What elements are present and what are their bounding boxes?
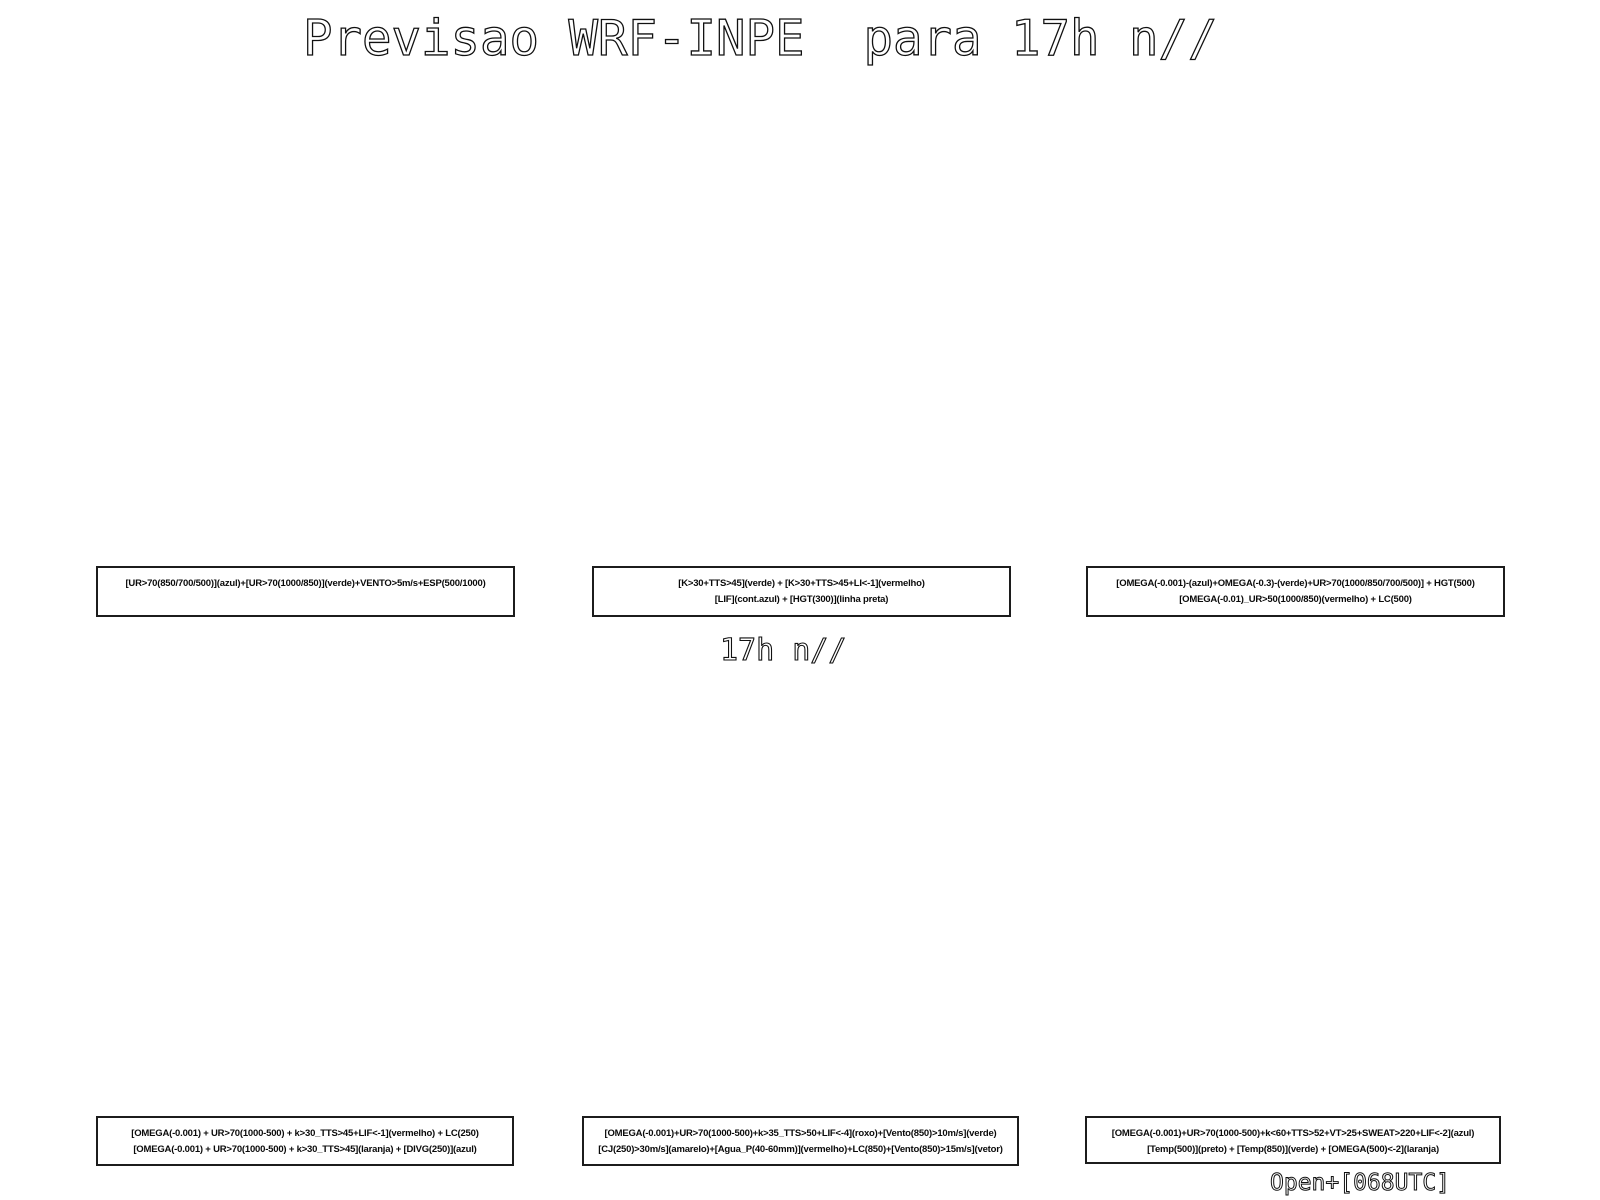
legend-line: [K>30+TTS>45](verde) + [K>30+TTS>45+LI<-1](vermelho) — [678, 578, 925, 589]
footer-open-label: Open+[068UTC] — [1270, 1170, 1451, 1196]
legend-box-top-center — [592, 566, 1011, 617]
legend-line: [CJ(250)>30m/s](amarelo)+[Agua_P(40-60mm)](vermelho)+LC(850)+[Vento(850)>15m/s](vetor) — [598, 1144, 1003, 1155]
legend-line: [LIF](cont.azul) + [HGT(300)](linha preta) — [714, 594, 889, 605]
legend-line: [OMEGA(-0.001)+UR>70(1000-500)+k<60+TTS>52+VT>25+SWEAT>220+LIF<-2](azul) — [1111, 1128, 1475, 1139]
legend-line: [UR>70(850/700/500)](azul)+[UR>70(1000/850)](verde)+VENTO>5m/s+ESP(500/1000) — [125, 578, 486, 589]
legend-box-bottom-right — [1085, 1116, 1501, 1164]
legend-box-bottom-center — [582, 1116, 1019, 1166]
frame-time-label: 17h n// — [720, 633, 847, 668]
page-title: Previsao WRF-INPE para 17h n// — [303, 10, 1218, 67]
legend-box-bottom-left — [96, 1116, 514, 1166]
legend-box-top-left — [96, 566, 515, 617]
legend-line: [OMEGA(-0.001)-(azul)+OMEGA(-0.3)-(verde)+UR>70(1000/850/700/500)] + HGT(500) — [1116, 578, 1475, 589]
legend-line: [Temp(500)](preto) + [Temp(850)](verde) + [OMEGA(500)<-2](laranja) — [1147, 1144, 1439, 1155]
legend-line: [OMEGA(-0.01)_UR>50(1000/850)(vermelho) + LC(500) — [1179, 594, 1412, 605]
legend-box-top-right — [1086, 566, 1505, 617]
legend-line: [OMEGA(-0.001) + UR>70(1000-500) + k>30_TTS>45+LIF<-1](vermelho) + LC(250) — [131, 1128, 479, 1139]
legend-line: [OMEGA(-0.001) + UR>70(1000-500) + k>30_TTS>45](laranja) + [DIVG(250)](azul) — [133, 1144, 477, 1155]
legend-line: [OMEGA(-0.001)+UR>70(1000-500)+k>35_TTS>50+LIF<-4](roxo)+[Vento(850)>10m/s](verde) — [604, 1128, 997, 1139]
